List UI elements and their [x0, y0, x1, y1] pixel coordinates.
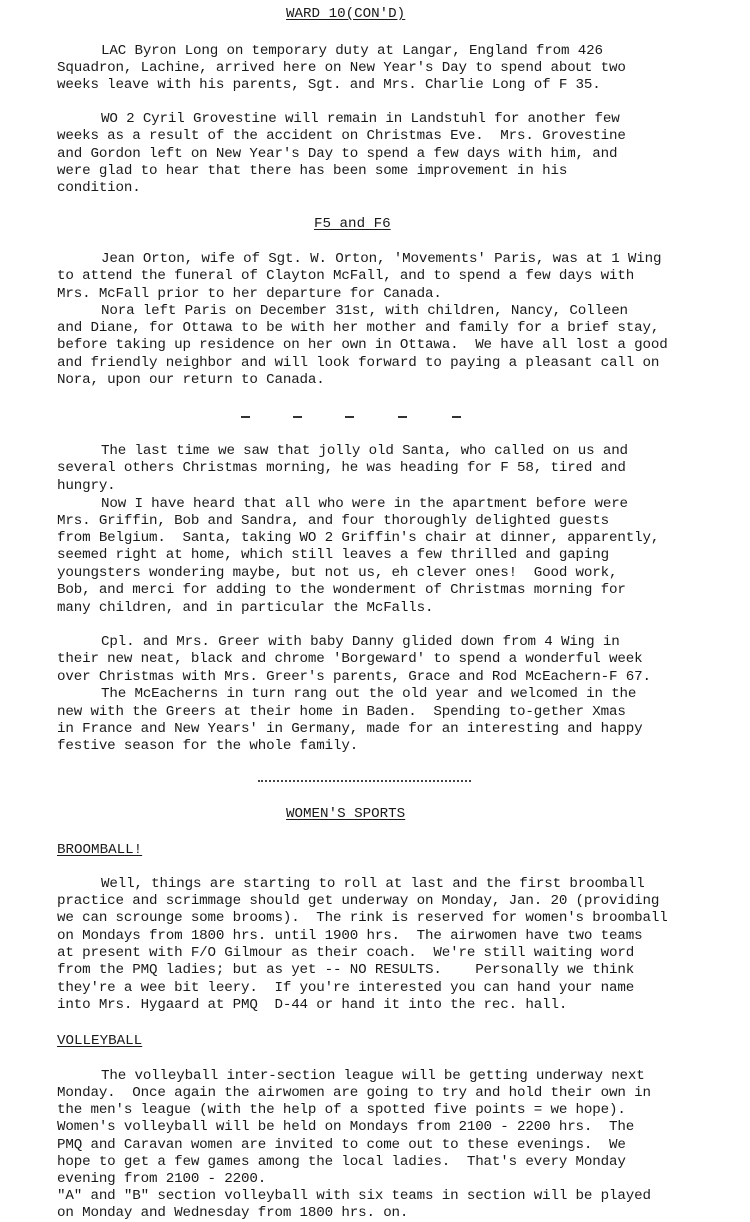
santa-p2-line: youngsters wondering maybe, but not us, eh clever ones! Good work,: [57, 565, 618, 581]
volleyball-line: Women's volleyball will be held on Mondays from 2100 - 2200 hrs. The: [57, 1119, 635, 1135]
greer-p2-line: The McEacherns in turn rang out the old year and welcomed in the: [101, 686, 637, 702]
ward-p1-line: weeks leave with his parents, Sgt. and Mrs. Charlie Long of F 35.: [57, 77, 601, 93]
santa-p1-line: several others Christmas morning, he was heading for F 58, tired and: [57, 460, 626, 476]
ward-p2-line: WO 2 Cyril Grovestine will remain in Landstuhl for another few: [101, 111, 620, 127]
ward-p2-line: weeks as a result of the accident on Christmas Eve. Mrs. Grovestine: [57, 128, 626, 144]
broomball-line: they're a wee bit leery. If you're interested you can hand your name: [57, 980, 635, 996]
separator-dash: [398, 416, 407, 418]
ward-p1-line: LAC Byron Long on temporary duty at Langar, England from 426: [101, 43, 603, 59]
greer-p1-line: over Christmas with Mrs. Greer's parents, Grace and Rod McEachern-F 67.: [57, 669, 651, 685]
volleyball-line: The volleyball inter-section league will be getting underway next: [101, 1068, 645, 1084]
broomball-line: Well, things are starting to roll at last and the first broomball: [101, 876, 645, 892]
broomball-line: practice and scrimmage should get underway on Monday, Jan. 20 (providing: [57, 893, 660, 909]
volleyball-line: "A" and "B" section volleyball with six teams in section will be played: [57, 1188, 651, 1204]
f5f6-p2-line: and Diane, for Ottawa to be with her mother and family for a brief stay,: [57, 320, 660, 336]
santa-p2-line: Mrs. Griffin, Bob and Sandra, and four thoroughly delighted guests: [57, 513, 610, 529]
f5f6-p1-line: Mrs. McFall prior to her departure for Canada.: [57, 286, 442, 302]
volleyball-line: hope to get a few games among the local ladies. That's every Monday: [57, 1154, 626, 1170]
santa-p2-line: seemed right at home, which still leaves a few thrilled and gaping: [57, 547, 610, 563]
f5f6-p2-line: Nora left Paris on December 31st, with children, Nancy, Colleen: [101, 303, 628, 319]
ward-p1-line: Squadron, Lachine, arrived here on New Year's Day to spend about two: [57, 60, 626, 76]
volleyball-line: PMQ and Caravan women are invited to come out to these evenings. We: [57, 1137, 626, 1153]
volleyball-heading: VOLLEYBALL: [57, 1033, 143, 1049]
f5f6-p1-line: Jean Orton, wife of Sgt. W. Orton, 'Movements' Paris, was at 1 Wing: [101, 251, 662, 267]
f5f6-p1-line: to attend the funeral of Clayton McFall, and to spend a few days with: [57, 268, 635, 284]
greer-p1-line: their new neat, black and chrome 'Borgeward' to spend a wonderful week: [57, 651, 643, 667]
santa-p1-line: The last time we saw that jolly old Santa, who called on us and: [101, 443, 628, 459]
santa-p2-line: Now I have heard that all who were in the apartment before were: [101, 496, 628, 512]
ward-p2-line: and Gordon left on New Year's Day to spend a few days with him, and: [57, 146, 618, 162]
ward-p2-line: were glad to hear that there has been some improvement in his: [57, 163, 568, 179]
broomball-line: on Mondays from 1800 hrs. until 1900 hrs. The airwomen have two teams: [57, 928, 643, 944]
f5f6-p2-line: before taking up residence on her own in Ottawa. We have all lost a good: [57, 337, 668, 353]
f5f6-p2-line: Nora, upon our return to Canada.: [57, 372, 325, 388]
broomball-heading: BROOMBALL!: [57, 842, 143, 858]
santa-p1-line: hungry.: [57, 478, 116, 494]
volleyball-line: on Monday and Wednesday from 1800 hrs. on.: [57, 1205, 409, 1221]
greer-p1-line: Cpl. and Mrs. Greer with baby Danny glided down from 4 Wing in: [101, 634, 620, 650]
section-divider: [258, 780, 471, 782]
greer-p2-line: in France and New Years' in Germany, made for an interesting and happy: [57, 721, 643, 737]
greer-p2-line: new with the Greers at their home in Baden. Spending to-gether Xmas: [57, 704, 626, 720]
santa-p2-line: many children, and in particular the McFalls.: [57, 600, 434, 616]
volleyball-line: evening from 2100 - 2200.: [57, 1171, 267, 1187]
ward-10-heading: WARD 10(CON'D): [286, 6, 406, 22]
greer-p2-line: festive season for the whole family.: [57, 738, 359, 754]
broomball-line: at present with F/O Gilmour as their coach. We're still waiting word: [57, 945, 635, 961]
broomball-line: we can scrounge some brooms). The rink is reserved for women's broomball: [57, 910, 668, 926]
broomball-line: into Mrs. Hygaard at PMQ D-44 or hand it into the rec. hall.: [57, 997, 568, 1013]
f5f6-p2-line: and friendly neighbor and will look forward to paying a pleasant call on: [57, 355, 660, 371]
separator-dash: [293, 416, 302, 418]
santa-p2-line: from Belgium. Santa, taking WO 2 Griffin's chair at dinner, apparently,: [57, 530, 660, 546]
separator-dash: [345, 416, 354, 418]
volleyball-line: the men's league (with the help of a spotted five points = we hope).: [57, 1102, 626, 1118]
ward-p2-line: condition.: [57, 180, 141, 196]
volleyball-line: Monday. Once again the airwomen are going to try and hold their own in: [57, 1085, 651, 1101]
separator-dash: [452, 416, 461, 418]
separator-dash: [241, 416, 250, 418]
womens-sports-heading: WOMEN'S SPORTS: [286, 806, 406, 822]
f5-f6-heading: F5 and F6: [314, 216, 391, 232]
santa-p2-line: Bob, and merci for adding to the wonderment of Christmas morning for: [57, 582, 626, 598]
broomball-line: from the PMQ ladies; but as yet -- NO RESULTS. Personally we think: [57, 962, 635, 978]
